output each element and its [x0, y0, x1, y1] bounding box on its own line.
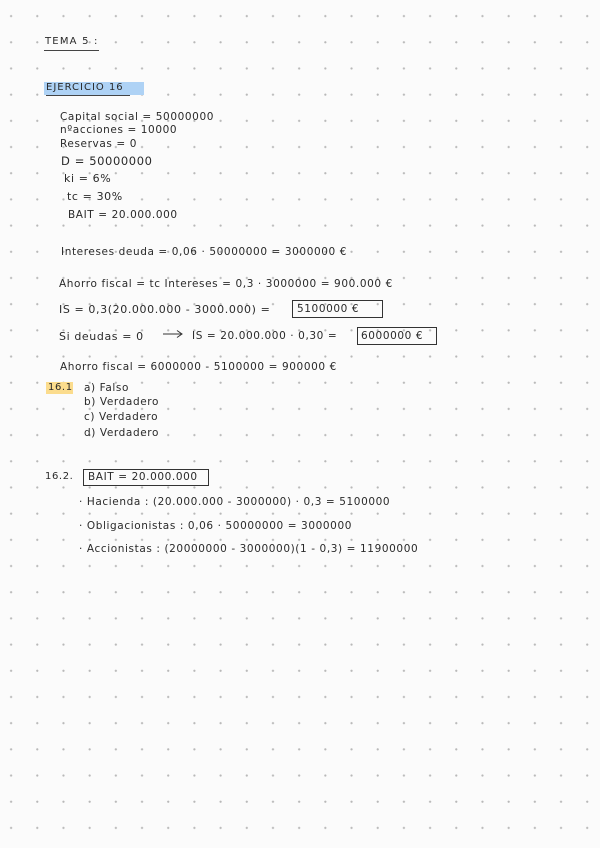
hacienda-line: · Hacienda : (20.000.000 - 3000000) · 0,3 = 5100000 [79, 496, 391, 508]
ahorro-fiscal-line-2: Ahorro fiscal = 6000000 - 5100000 = 900000 € [60, 361, 337, 373]
given-ki: ki = 6% [64, 172, 112, 185]
answer-d: d) Verdadero [84, 427, 159, 439]
part2-label: 16.2. [45, 471, 74, 482]
given-num-acciones: nºacciones = 10000 [60, 124, 178, 136]
is-expression: IS = 0,3(20.000.000 - 3000.000) = [59, 303, 271, 316]
part2-bait: BAIT = 20.000.000 [88, 471, 198, 483]
answer-a: a) Falso [84, 382, 129, 394]
given-reservas: Reservas = 0 [60, 138, 138, 150]
given-bait: BAIT = 20.000.000 [68, 209, 178, 221]
part1-label: 16.1 [48, 382, 73, 393]
accionistas-line: · Accionistas : (20000000 - 3000000)(1 - 0,3) = 11900000 [79, 543, 419, 555]
page-title: TEMA 5 : [45, 36, 99, 47]
ahorro-fiscal-line-1: Ahorro fiscal = tc Intereses = 0,3 · 3000000 = 900.000 € [59, 278, 393, 290]
sin-deudas-label: Si deudas = 0 [59, 330, 144, 343]
sin-deudas-is-expression: IS = 20.000.000 · 0,30 = [192, 330, 338, 342]
sin-deudas-result: 6000000 € [361, 330, 424, 342]
exercise-title-underline [46, 95, 130, 96]
given-tc: tc = 30% [67, 190, 123, 203]
arrow-right-icon [162, 329, 184, 339]
intereses-deuda-line: Intereses deuda = 0,06 · 50000000 = 3000000 € [61, 246, 348, 258]
title-underline [44, 50, 99, 51]
given-deuda: D = 50000000 [61, 154, 153, 168]
given-capital-social: Capital social = 50000000 [60, 111, 215, 123]
obligacionistas-line: · Obligacionistas : 0,06 · 50000000 = 3000000 [79, 520, 353, 532]
exercise-title: EJERCICIO 16 [46, 82, 124, 93]
answer-c: c) Verdadero [84, 411, 159, 423]
answer-b: b) Verdadero [84, 396, 159, 408]
is-result: 5100000 € [297, 303, 360, 315]
